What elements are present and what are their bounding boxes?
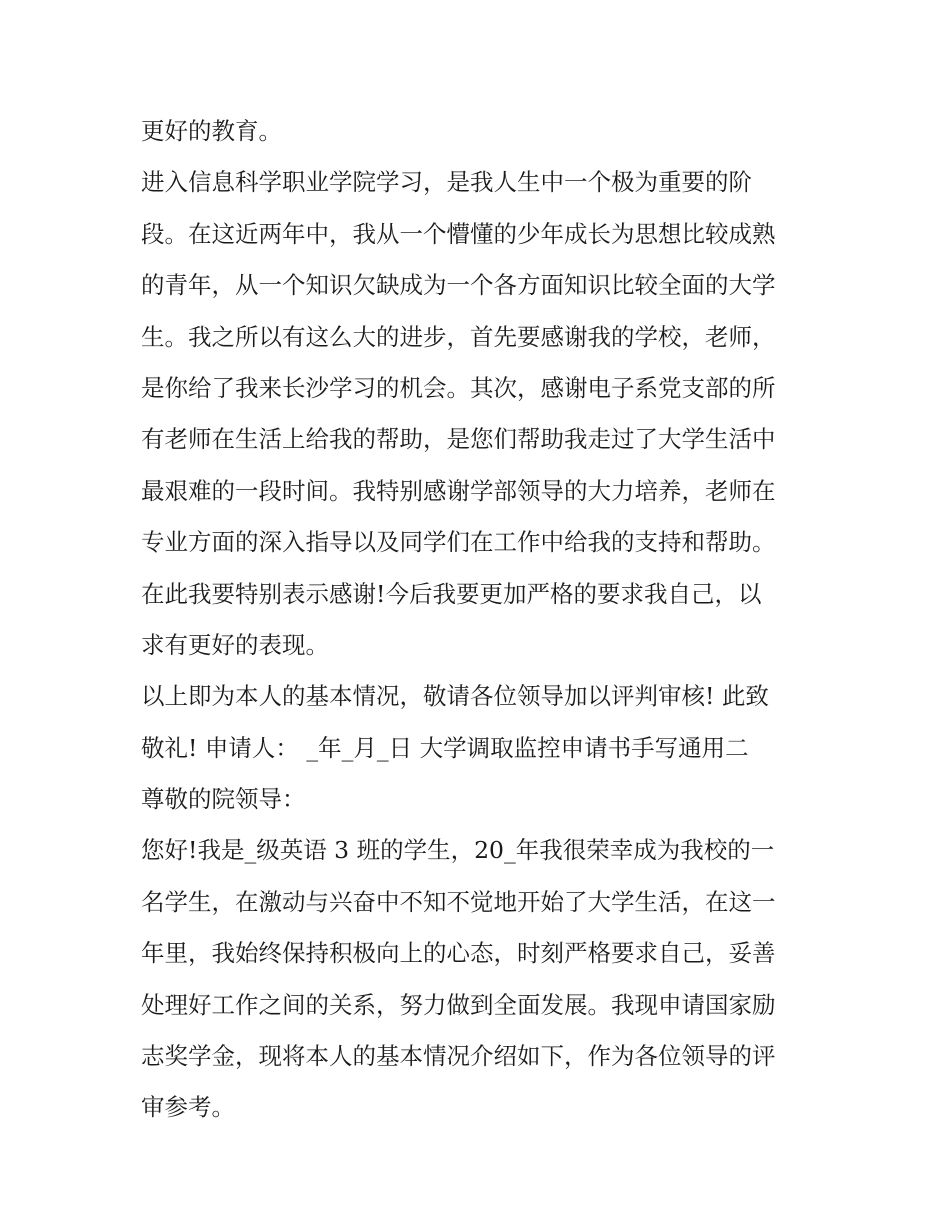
text-line: 有老师在生活上给我的帮助，是您们帮助我走过了大学生活中 [141,425,776,454]
text-line: 更好的教育。 [141,117,282,145]
document-body [141,108,821,1136]
text-line: 是你给了我来长沙学习的机会。其次，感谢电子系党支部的所 [141,373,776,402]
text-line: 处理好工作之间的关系，努力做到全面发展。我现申请国家励 [141,990,776,1019]
text-line: 在此我要特别表示感谢!今后我要更加严格的要求我自己，以 [141,579,762,608]
text-line: 您好!我是_级英语 3 班的学生，20_年我很荣幸成为我校的一 [141,836,775,865]
text-line: 进入信息科学职业学院学习，是我人生中一个极为重要的阶 [141,168,752,197]
text-line: 生。我之所以有这么大的进步，首先要感谢我的学校，老师， [141,322,776,351]
text-line: 审参考。 [141,1093,235,1122]
text-line: 的青年，从一个知识欠缺成为一个各方面知识比较全面的大学 [141,271,776,300]
text-line: 求有更好的表现。 [141,630,329,659]
text-line: 年里，我始终保持积极向上的心态，时刻严格要求自己，妥善 [141,939,776,968]
text-line: 专业方面的深入指导以及同学们在工作中给我的支持和帮助。 [141,528,776,557]
text-line: 段。在这近两年中，我从一个懵懂的少年成长为思想比较成熟 [141,219,776,248]
text-line: 最艰难的一段时间。我特别感谢学部领导的大力培养，老师在 [141,476,776,505]
text-line: 以上即为本人的基本情况，敬请各位领导加以评判审核! 此致 [141,682,769,711]
text-line: 志奖学金，现将本人的基本情况介绍如下，作为各位领导的评 [141,1042,776,1071]
text-line: 敬礼! 申请人： _年_月_日 大学调取监控申请书手写通用二 [141,733,749,762]
text-line: 尊敬的院领导： [141,785,306,814]
text-line: 名学生，在激动与兴奋中不知不觉地开始了大学生活，在这一 [141,887,776,916]
